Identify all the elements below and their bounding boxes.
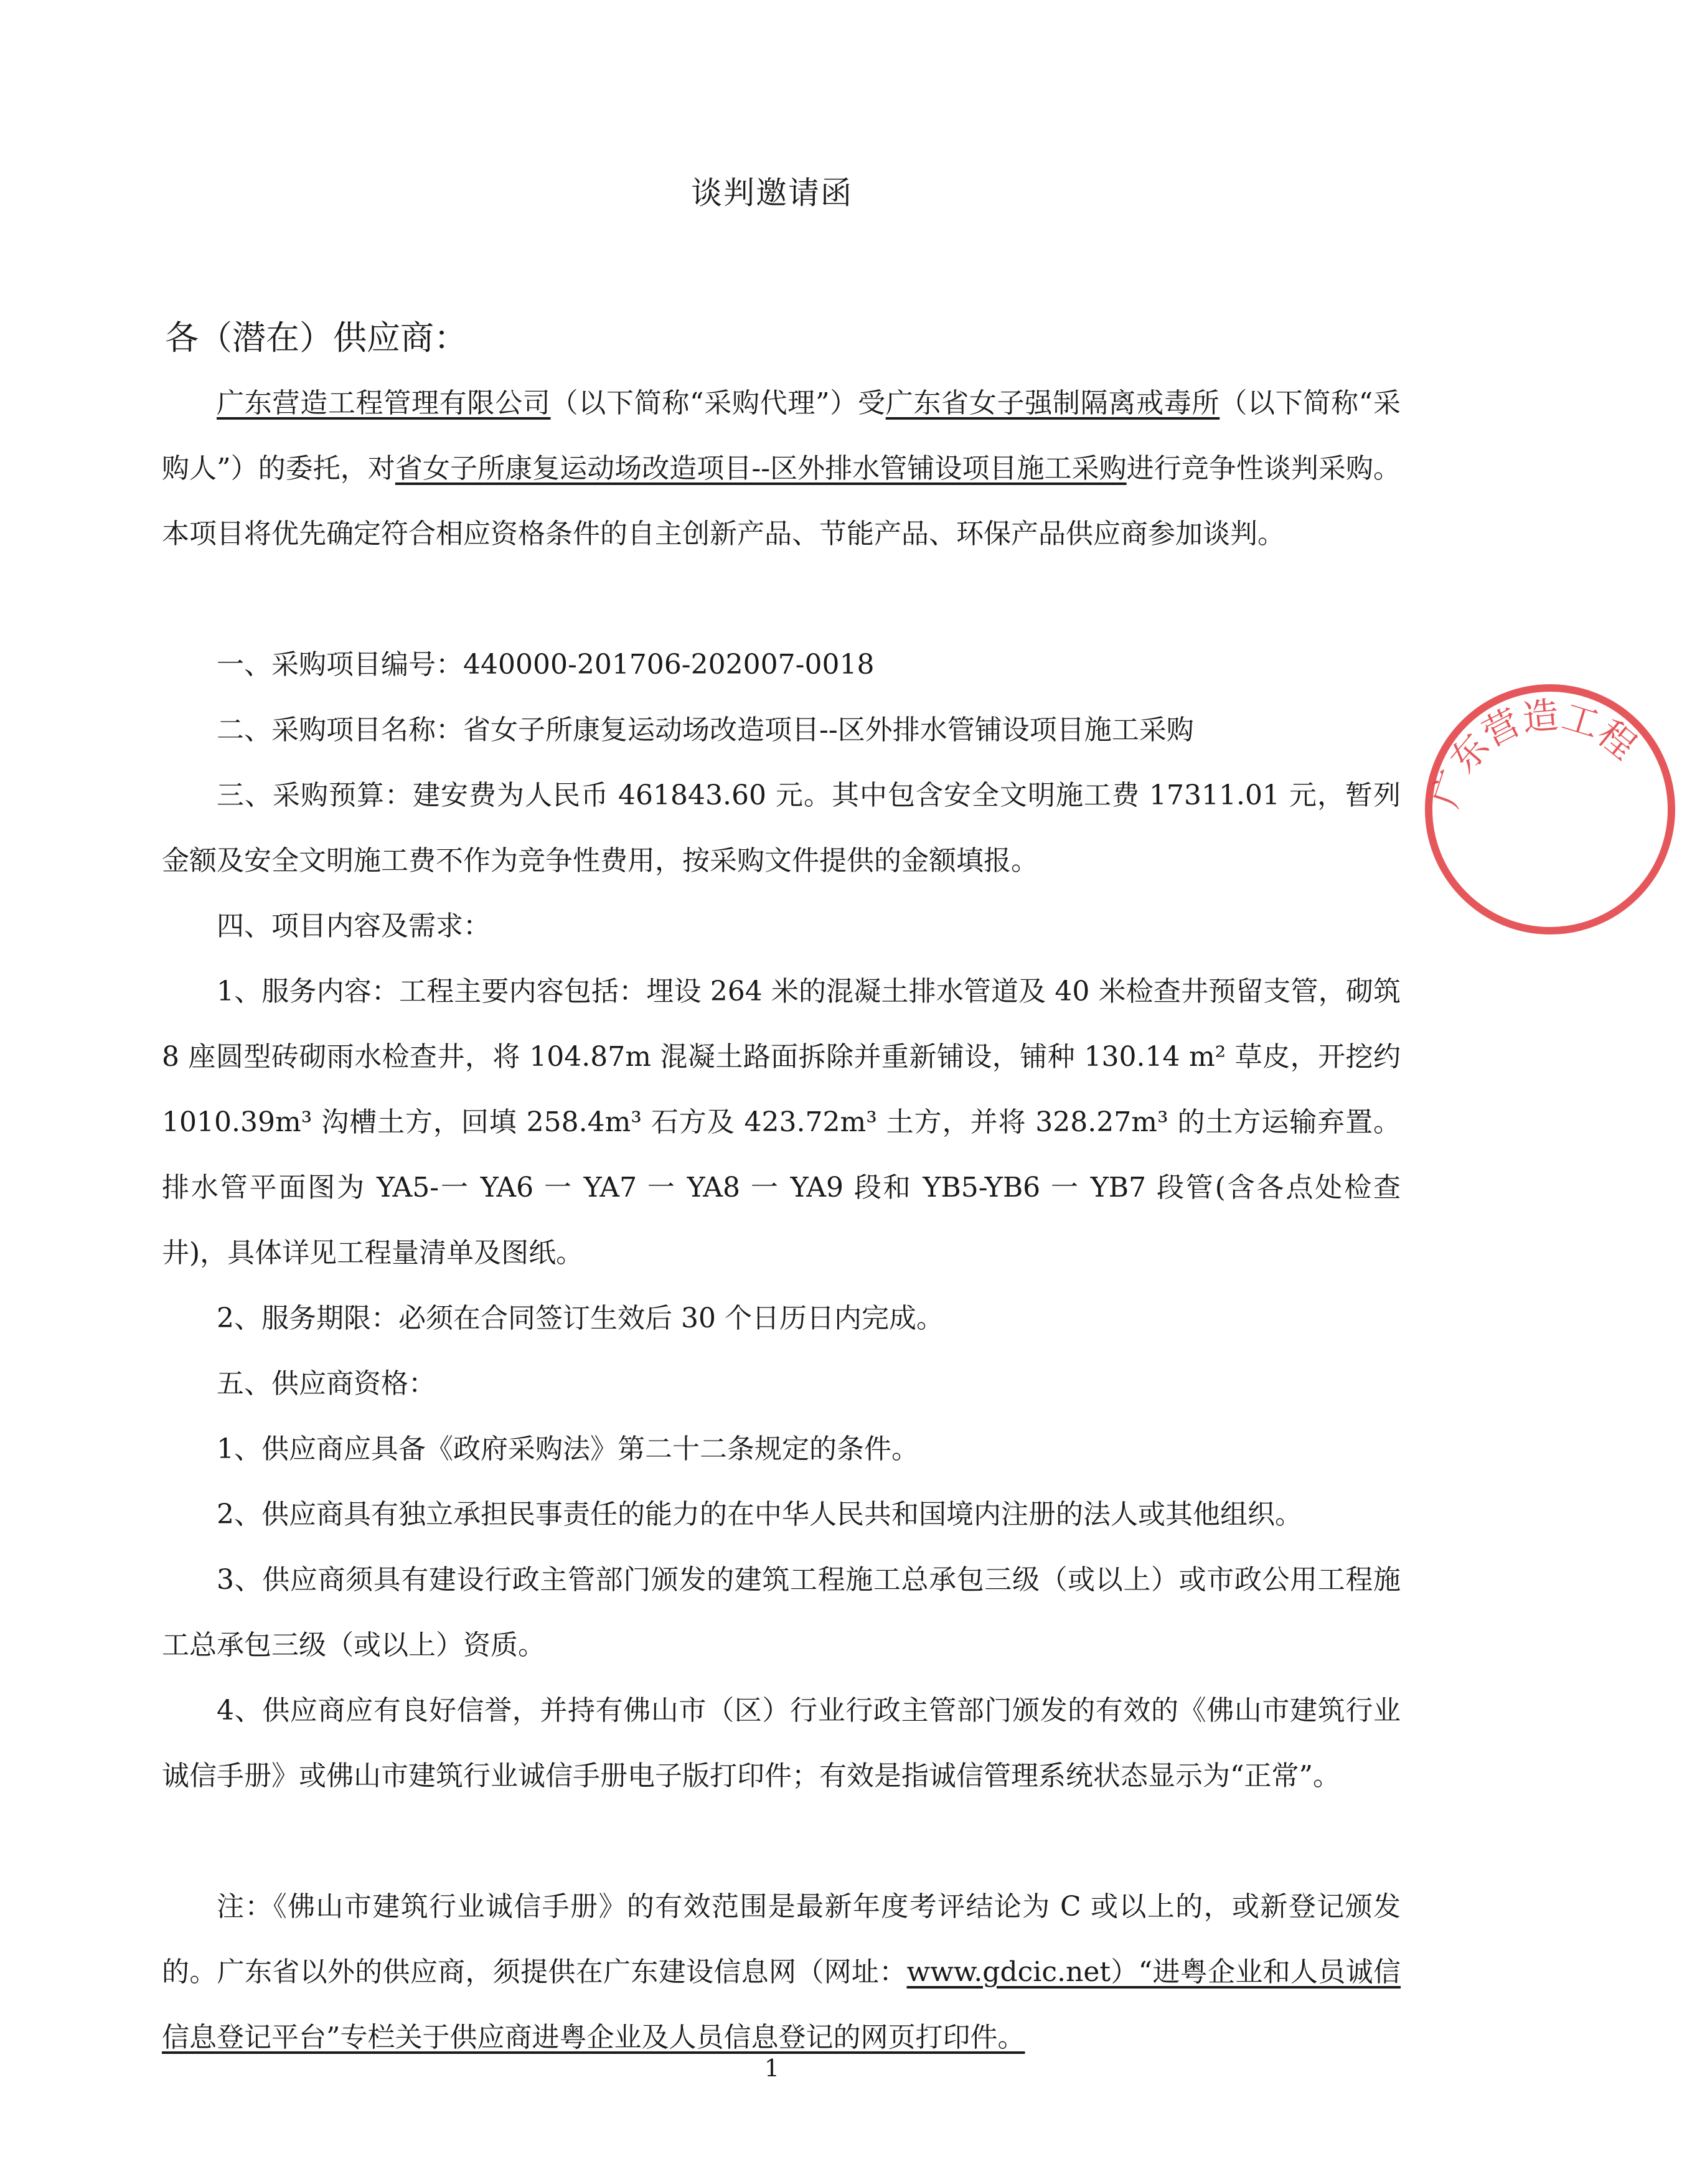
intro-text-2: （以下简称“采购人”）的委托，对 xyxy=(162,387,1401,484)
section-4-2-service-period: 2、服务期限：必须在合同签订生效后 30 个日历日内完成。 xyxy=(217,1302,944,1334)
intro-text-1: （以下简称“采购代理”）受 xyxy=(550,387,886,419)
note-text: 注：《佛山市建筑行业诚信手册》的有效范围是最新年度考评结论为 C 或以上的，或新登记颁发的。广东省以外的供应商，须提供在广东建设信息网（网址： xyxy=(162,1891,1401,1988)
project-name: 省女子所康复运动场改造项目--区外排水管铺设项目施工采购 xyxy=(395,453,1127,484)
page-number: 1 xyxy=(764,2055,780,2082)
svg-text:广东营造工程: 广东营造工程 xyxy=(1424,694,1645,812)
note-link-text: www.gdcic.net）“进粤企业和人员诚信信息登记平台”专栏关于供应商进粤企业及人员信息登记的网页打印件。 xyxy=(162,1956,1401,2053)
section-2-project-name: 二、采购项目名称：省女子所康复运动场改造项目--区外排水管铺设项目施工采购 xyxy=(217,714,1194,746)
client-name: 广东省女子强制隔离戒毒所 xyxy=(885,387,1220,419)
section-5-3: 3、供应商须具有建设行政主管部门颁发的建筑工程施工总承包三级（或以上）或市政公用工程施工总承包三级（或以上）资质。 xyxy=(162,1564,1401,1661)
intro-paragraph xyxy=(162,370,1401,567)
section-5-2: 2、供应商具有独立承担民事责任的能力的在中华人民共和国境内注册的法人或其他组织。 xyxy=(217,1499,1302,1530)
section-5-1: 1、供应商应具备《政府采购法》第二十二条规定的条件。 xyxy=(217,1433,919,1465)
salutation: 各（潜在）供应商： xyxy=(165,318,468,357)
section-3-budget: 三、采购预算：建安费为人民币 461843.60 元。其中包含安全文明施工费 17311.01 元，暂列金额及安全文明施工费不作为竞争性费用，按采购文件提供的金额填报。 xyxy=(162,779,1401,877)
section-4-heading: 四、项目内容及需求： xyxy=(217,910,491,942)
section-5-heading: 五、供应商资格： xyxy=(217,1368,436,1400)
section-5-4: 4、供应商应有良好信誉，并持有佛山市（区）行业行政主管部门颁发的有效的《佛山市建筑行业诚信手册》或佛山市建筑行业诚信手册电子版打印件；有效是指诚信管理系统状态显示为“正常”。 xyxy=(162,1695,1401,1792)
agent-name: 广东营造工程管理有限公司 xyxy=(217,387,551,419)
section-1-project-number: 一、采购项目编号：440000-201706-202007-0018 xyxy=(217,649,875,680)
company-seal-stamp xyxy=(1413,672,1687,946)
document-title: 谈判邀请函 xyxy=(691,175,853,211)
note-paragraph xyxy=(162,1874,1401,2070)
section-4-1-service-content: 1、服务内容：工程主要内容包括：埋设 264 米的混凝土排水管道及 40 米检查井预留支管，砌筑 8 座圆型砖砌雨水检查井，将 104.87m 混凝土路面拆除并重新铺设，铺种 130.14 m² 草皮，开挖约 1010.39m³ 沟槽土方，回填 258.4m³ 石方及 423.72m³ 土方，并将 328.27m³ 的土方运输弃置。排水管平面图为 YA5-一 YA6 一 YA7 一 YA8 一 YA9 段和 YB5-YB6 一 YB7 段管(含各点处检查井)，具体详见工程量清单及图纸。 xyxy=(162,976,1401,1269)
intro-text-3: 进行竞争性谈判采购。本项目将优先确定符合相应资格条件的自主创新产品、节能产品、环保产品供应商参加谈判。 xyxy=(162,453,1401,550)
